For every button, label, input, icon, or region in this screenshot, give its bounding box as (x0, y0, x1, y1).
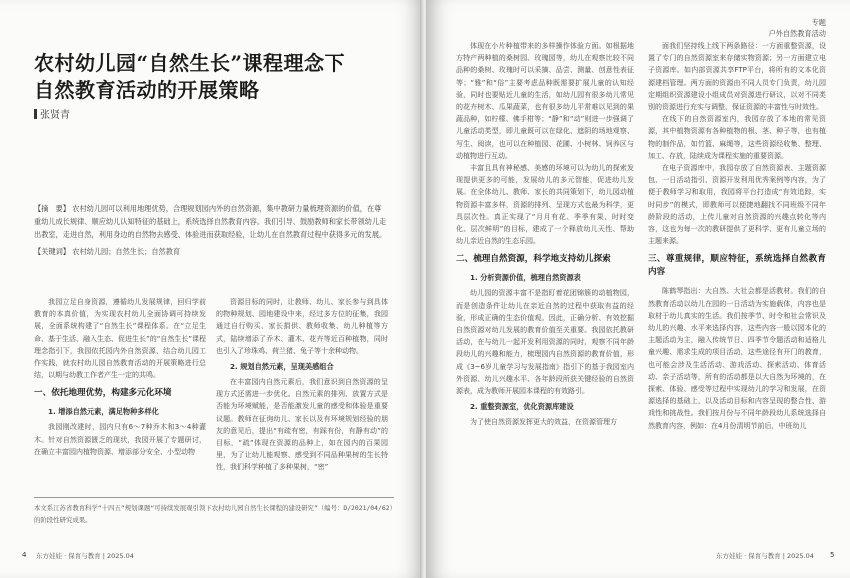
paragraph: 我园立足自身资源，遵循幼儿发展规律，回归学前教育的本真价值，为实现农村幼儿全面协调可持续发展，全面系统构建了“自然生长”课程体系。在“立足生命、基于生活、融入生态、促进生长”的“自然生长”课程理念指引下，我园依托园内外自然资源，结合幼儿园工作实践，就农村幼儿园自然教育活动的开展策略进行总结，以期与幼教工作者产生一定的共鸣。 (34, 298, 206, 380)
section-heading-1: 一、依托地理优势，构建多元化环境 (34, 388, 172, 399)
left-page (0, 0, 424, 578)
paragraph: 为了使自然资源发挥更大的效益，在资源管理方 (470, 418, 617, 427)
paragraph: 幼儿园的资源丰富不是指盯着花团锦簇的动植物园，而是创造条件让幼儿在亲近自然的过程中获取有益的经验，形成正确的生态价值观。因此，正确分析、有效挖掘自然资源对幼儿发展的教育价值至关重要。我园依托教研活动，在与幼儿一起开发利用资源的同时，观察不同年龄段幼儿的兴趣和能力，梳理园内自然资源的教育价值，形成《3~6岁儿童学习与发展指南》指引下的基于我园室内外资源、幼儿兴趣水平、各年龄段所获关键经验的自然资源表，成为教师开展园本课程的有效路引。 (456, 289, 634, 396)
author-bar-icon (34, 109, 37, 119)
keywords-text: 农村幼儿园；自然生长；自然教育 (72, 247, 181, 256)
abstract-text: 农村幼儿园可以利用地理优势，合理规划园内外的自然资源，集中教研力量梳理资源的价值，在尊重幼儿成长规律、顺应幼儿认知特征的基础上，系统选择自然教育内容。我们引导、鼓励教师和家长带领幼儿走出教室，走进自然，利用身边的自然物去感受、体验进而获取经验，让幼儿在自然教育过程中获得多元的发展。 (34, 204, 387, 239)
column-head-line-1: 专题 (811, 18, 826, 27)
paragraph: 陈鹤琴指出：大自然、大社会都是活教材。我们的自然教育活动以幼儿在园的一日活动为实施载体，内容也是取材于幼儿真实的生活。我们按季节、时令和社会常识及幼儿的兴趣、水平来选择内容，这些内容一般以园本化的主题活动为主，融入传统节日、四季节令题活动和适格儿童兴趣、需求生成的项目活动，这些途径有开门的教育，也可能会涉及生活活动、游戏活动、探索活动、体育活动、亲子活动等，所有的活动都是以大自然为环境的，在探索、体验、感受等过程中实现幼儿的学习和发展，在资源选择的基础上，以及活动目标和内容呈现的整合性、游戏性和挑战性。我们按月份与不同年龄段幼儿系统选择自然教育内容，例如：在4月份清明节前后，中班幼儿 (648, 287, 826, 430)
paragraph: 我园刚改建时，园内只有6～7种乔木和3～4种灌木。针对自然资源匮乏的现状，我园开展了专题研讨，在确立丰富园内植物资源、增添部分安全、小型动物 (34, 423, 206, 456)
author-name: 张贤青 (40, 110, 70, 121)
page-number-right: 5 (830, 551, 835, 559)
title-line-2: 自然教育活动的开展策略 (34, 78, 260, 102)
left-column-1 (34, 296, 206, 458)
footer-right: 东方娃娃 · 保育与教育 | 2025.04 (716, 552, 814, 560)
column-head-line-2: 户外自然教育活动 (768, 29, 826, 38)
keywords-label: 【关键词】 (34, 247, 70, 256)
footer-left: 东方娃娃 · 保育与教育 | 2025.04 (36, 552, 134, 560)
subsection-heading: 1. 增添自然元素，满足物种多样化 (48, 407, 159, 417)
subsection-heading: 2. 规划自然元素，呈现美感组合 (230, 362, 334, 372)
paragraph: 面我们坚持线上线下两条路径：一方面重整资源，设置了专门的自然资源室来存储实物资源；另一方面建立电子资源库。如内部资源共享FTP平台，将所有的文本化资源建档管理。两方面的资源由不同人员专门负责，幼儿园定期组织资源建设小组成员对资源进行研议，以对不同类别的资源进行充实与调整，保证资源的丰富性与时效性。 (648, 42, 826, 112)
footnote: 本文系江苏省教育科学“十四五”规划课题“可持续发展观引领下农村幼儿园自然生长课程的建设研究”（编号：D/2021/04/62）的阶段性研究成果。 (34, 497, 394, 526)
subsection-heading: 2. 重整资源室，优化资源库建设 (470, 402, 574, 412)
paragraph: 在丰富园内自然元素后，我们意识到自然资源的呈现方式还需进一步优化。自然元素的排列、放置方式是否能为环境赋能，是否能激发儿童的感受和体验是重要议题。教师在征询幼儿、家长以及有环境规划经验的朋友的意见后，提出“有疏有密，有踩有份，有静有动”的目标，“疏”体现在资源的品种上，如在园内的百果园里，为了让幼儿能观察、感受到不同品种果树的生长特性，我们科学种植了多种果树，“密” (216, 378, 388, 472)
abstract-label: 【摘 要】 (34, 204, 70, 213)
section-heading-2: 二、梳理自然资源，科学地支持幼儿探索 (456, 254, 611, 265)
paragraph: 体现在小片种植带来的多样操作体验方面。如根据地方特产两种植的桑树园、玫瑰园等，幼儿在观察比较不同品种的桑树、玫瑰时可以采摘、品尝、测量、创意性表征等；“雅”和“俗”主要考虑品种既需要扩展儿童的认知经验，同时也要贴近儿童的生活，如幼儿园有很多幼儿常见的花卉树木、瓜果蔬菜，也有很多幼儿平常难以见到的果蔬品种，如柠檬、佛手柑等；“静”和“动”则进一步强调了儿童活动类型，即儿童既可以在绿化、遮阴的场地观察、写生、阅读，也可以在种植园、花圃、小树林、饲养区与动植物进行互动。 (456, 42, 634, 160)
left-column-2 (216, 296, 388, 474)
page-number-left: 4 (22, 551, 27, 559)
article-title (34, 50, 394, 104)
paragraph: 在电子资源库中，我园存放了自然资源表、主题资源包、一日活动指引、资源开发利用优秀案例等内容，为了便于教师学习和取用，我园将平台打造成“有效追踪，实时同步”的模式，即教师可以便捷地翻找不同班级不同年龄阶段的活动，上传儿童对自然资源的兴趣点转化等内容，这也为每一次的教研提供了更科学、更有儿童立场的主题来源。 (648, 164, 826, 246)
subsection-heading: 1. 分析资源价值，梳理自然资源表 (470, 273, 581, 283)
author (34, 106, 70, 121)
title-line-1: 农村幼儿园“自然生长”课程理念下 (34, 51, 346, 75)
abstract-block (34, 202, 388, 258)
section-heading-3: 三、尊重规律，顺应特征，系统选择自然教育内容 (648, 254, 826, 278)
right-column-1 (456, 40, 634, 428)
right-page (426, 0, 850, 578)
column-header (768, 17, 826, 39)
paragraph: 资源目标的同时，让教师、幼儿、家长参与到具体的物种规划、园地建设中来，经过多方位的征集，我园通过自行购买、家长捐供、教师收集、幼儿种植等方式，陆续增添了乔木、灌木、花卉等近百种植物，同时也引入了珍珠鸡、荷兰猪、兔子等十余种动物。 (216, 298, 388, 355)
right-column-2 (648, 40, 826, 432)
paragraph: 丰富且具有神秘感、美感的环境可以为幼儿的探索发现提供更多的可能，发展幼儿的多元智能，促进幼儿发展。在全体幼儿、教师、家长的共同策划下，幼儿园动植物资源丰富多样，资源的排列、呈现方式也最为科学，更具层次性。真正实现了“月月有花、季季有果、时时变化、层次鲜明”的目标，建成了一个释放幼儿天性、帮助幼儿亲近自然的生态乐园。 (456, 164, 634, 246)
paragraph: 在线下的自然资源室内，我园存放了本地的常见资源，其中植物资源有各种植物的根、茎、种子等，也有植物的制作品，如竹篮、麻绳等，这些资源经收集、整理、加工、存放，陆续成为课程实施的重要资源。 (648, 115, 826, 160)
